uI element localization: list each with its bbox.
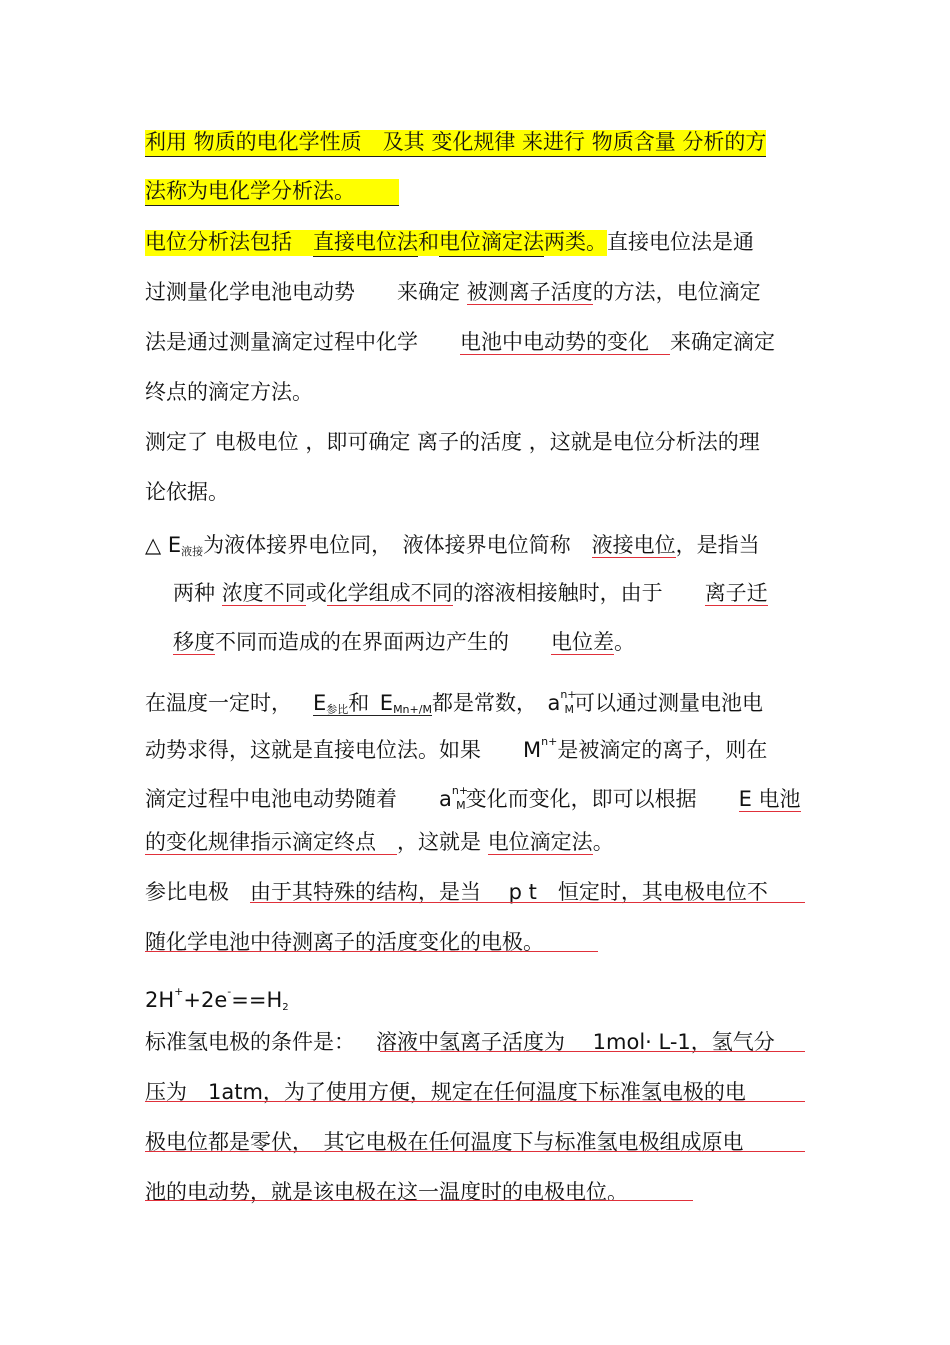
para1-line1 <box>145 127 766 157</box>
para5-and: 和 <box>348 691 370 715</box>
reference-electrode-definition-a: 由于其特殊的结构，是当 p t 恒定时，其电极电位不 <box>250 880 768 904</box>
underline-she-1 <box>380 1051 805 1052</box>
underline-she-4 <box>145 1200 693 1201</box>
potentiometric-titration-term: 电位滴定法 <box>439 230 544 257</box>
potential-difference-term: 电位差 <box>551 630 614 654</box>
measured-ion-activity-term: 被测离子活度 <box>466 280 593 304</box>
para4-line2-a: 两种 <box>173 581 215 605</box>
para2-line2 <box>145 277 761 307</box>
para2-line2-a: 过测量化学电池电动势 来确定 <box>145 280 460 304</box>
composition-differ-term: 化学组成不同 <box>326 581 453 605</box>
she-condition-label: 标准氢电极的条件是： <box>145 1030 355 1054</box>
para2-highlight-a: 电位分析法包括 <box>145 230 292 254</box>
eq-sub-2: 2 <box>282 1002 289 1013</box>
para5-line1-b: 都是常数， a <box>431 691 561 715</box>
para3-line1-text: 测定了 电极电位 ，即可确定 离子的活度 ，这就是电位分析法的理 <box>145 430 760 454</box>
para7-line3 <box>145 1127 744 1157</box>
para2-line2-b: 的方法，电位滴定 <box>592 280 761 304</box>
eq-2e: +2e <box>183 988 228 1012</box>
para5-line3-b: 变化而变化，即可以根据 <box>465 787 697 811</box>
eq-plus-sup: + <box>174 985 184 998</box>
para2-line1 <box>145 227 754 257</box>
ion-migration-term-a: 离子迁 <box>704 581 768 605</box>
para6-line2 <box>145 927 544 957</box>
para3-line2 <box>145 477 229 507</box>
direct-potentiometry-term: 直接电位法 <box>313 230 418 257</box>
she-condition-d: 池的电动势，就是该电极在这一温度时的电极电位。 <box>145 1180 628 1204</box>
para1-line2-text: 法称为电化学分析法。 <box>145 179 399 206</box>
eq-2h: 2H <box>145 988 175 1012</box>
para2-line3-a: 法是通过测量滴定过程中化学 <box>145 330 460 354</box>
para4-line1-a: 为液体接界电位同， 液体接界电位简称 <box>203 533 571 557</box>
she-condition-c: 极电位都是零伏， 其它电极在任何温度下与标准氢电极组成原电 <box>145 1130 744 1154</box>
para5-line2 <box>145 727 767 765</box>
reference-electrode-label: 参比电极 <box>145 880 229 904</box>
para4-line3-a: 不同而造成的在界面两边产生的 <box>215 630 509 654</box>
activity-subscript: M <box>564 703 575 716</box>
para3-line1 <box>145 427 760 457</box>
para4-line2 <box>173 578 768 608</box>
she-condition-b: 压为 1atm，为了使用方便，规定在任何温度下标准氢电极的电 <box>145 1080 746 1104</box>
potentiometric-titration-term-2: 电位滴定法 <box>487 830 593 854</box>
e-ref-subscript: 参比 <box>326 703 349 716</box>
para2-line4 <box>145 377 313 407</box>
para4-or: 或 <box>305 581 327 605</box>
activity-subscript-2: M <box>456 799 466 812</box>
para5-line4-b: 。 <box>592 830 614 854</box>
emf-change-term: 电池中电动势的变化 <box>460 330 670 354</box>
e-cell-term: E 电池 <box>738 787 801 811</box>
para5-line1-a: 在温度一定时， <box>145 691 292 715</box>
e-mn-subscript: Mn+/M <box>393 703 432 716</box>
liquid-junction-potential-term: 液接电位 <box>591 533 676 557</box>
underline-ref-def-1 <box>250 902 805 903</box>
para4-line1-b: ，是指当 <box>675 533 760 557</box>
para5-line2-b: 是被滴定的离子，则在 <box>557 738 768 762</box>
para7-line1 <box>145 1027 775 1057</box>
para5-line3 <box>145 776 801 821</box>
para4-line1 <box>145 530 760 567</box>
activity-superscript-2: n+ <box>451 784 469 797</box>
e-mn-symbol: E <box>379 691 394 715</box>
underline-ref-def-2 <box>145 951 598 952</box>
para4-line3 <box>173 627 635 657</box>
para5-line1 <box>145 680 763 725</box>
reference-electrode-definition-b: 随化学电池中待测离子的活度变化的电极。 <box>145 930 544 954</box>
para4-line3-b: 。 <box>614 630 635 654</box>
triangle-note-marker: △ E <box>145 533 182 557</box>
e-ref-symbol: E <box>313 691 327 715</box>
para7-line4 <box>145 1177 628 1207</box>
para7-line2 <box>145 1077 746 1107</box>
para5-line1-c: 可以通过测量电池电 <box>574 691 764 715</box>
para2-line3-b: 来确定滴定 <box>670 330 775 354</box>
underline-she-3 <box>145 1151 805 1152</box>
eq-minus-sup: - <box>227 985 232 998</box>
para5-line4 <box>145 827 614 857</box>
eq-h2: ==H <box>231 988 283 1012</box>
para1-line1-text: 利用 物质的电化学性质 及其 变化规律 来进行 物质含量 分析的方 <box>145 130 766 157</box>
ion-migration-term-b: 移度 <box>173 630 215 654</box>
para5-line3-a: 滴定过程中电池电动势随着 a <box>145 787 452 811</box>
para3-line2-text: 论依据。 <box>145 480 229 504</box>
para5-line4-a: ，这就是 <box>397 830 481 854</box>
para2-two-types: 两类。 <box>544 230 607 254</box>
para2-line1-end: 直接电位法是通 <box>607 230 754 254</box>
para2-line4-text: 终点的滴定方法。 <box>145 380 313 404</box>
para2-and: 和 <box>418 230 439 254</box>
para5-line2-a: 动势求得，这就是直接电位法。如果 M <box>145 738 542 762</box>
para1-line2 <box>145 176 399 206</box>
liquid-junction-subscript: 液接 <box>181 545 204 558</box>
hydrogen-equation <box>145 977 289 1023</box>
ion-charge-superscript: n+ <box>541 735 558 748</box>
para4-line2-c: 的溶液相接触时，由于 <box>452 581 663 605</box>
endpoint-indication-term: 的变化规律指示滴定终点 <box>145 830 397 854</box>
para2-line3 <box>145 327 775 357</box>
activity-superscript: n+ <box>560 688 577 701</box>
underline-she-2 <box>145 1101 805 1102</box>
concentration-differ-term: 浓度不同 <box>221 581 306 605</box>
she-condition-a: 溶液中氢离子活度为 1mol· L-1，氢气分 <box>376 1030 775 1054</box>
